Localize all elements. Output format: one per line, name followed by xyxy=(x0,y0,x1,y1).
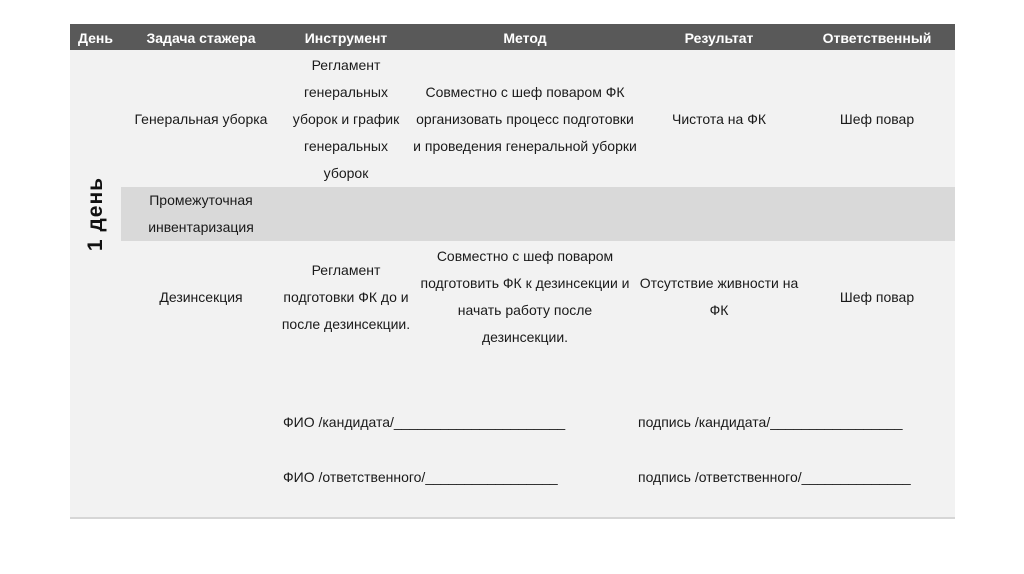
header-day: День xyxy=(78,30,113,46)
header-responsible: Ответственный xyxy=(822,30,932,46)
fio-candidate-line: ФИО /кандидата/______________________ xyxy=(283,414,566,430)
header-task: Задача стажера xyxy=(146,30,256,46)
header-tool: Инструмент xyxy=(304,30,388,46)
header-result: Результат xyxy=(684,30,754,46)
schedule-sheet xyxy=(70,24,955,519)
sign-candidate-line: подпись /кандидата/_________________ xyxy=(638,414,903,430)
row1-result: Чистота на ФК xyxy=(671,111,767,127)
row3-responsible: Шеф повар xyxy=(839,288,915,305)
row3-method: Совместно с шеф поваром подготовить ФК к дезинсекции и начать работу после дезинсекции. xyxy=(420,248,630,345)
row1-method: Совместно с шеф поваром ФК организовать процесс подготовки и проведения генеральной уборки xyxy=(413,84,637,154)
row1-task: Генеральная уборка xyxy=(134,111,268,127)
day-label: 1 день xyxy=(84,176,107,252)
row2-task: Промежуточная инвентаризация xyxy=(148,192,254,235)
row3-tool: Регламент подготовки ФК до и после дезинсекции. xyxy=(281,261,411,332)
row3-result: Отсутствие живности на ФК xyxy=(639,275,799,318)
table-header xyxy=(70,24,955,50)
row3-task: Дезинсекция xyxy=(159,288,243,305)
row1-responsible: Шеф повар xyxy=(839,111,915,127)
bottom-divider xyxy=(70,517,955,519)
sign-responsible-line: подпись /ответственного/______________ xyxy=(638,469,911,485)
row1-tool: Регламент генеральных уборок и график генеральных уборок xyxy=(292,57,400,181)
fio-responsible-line: ФИО /ответственного/_________________ xyxy=(283,469,558,485)
header-method: Метод xyxy=(503,30,547,46)
